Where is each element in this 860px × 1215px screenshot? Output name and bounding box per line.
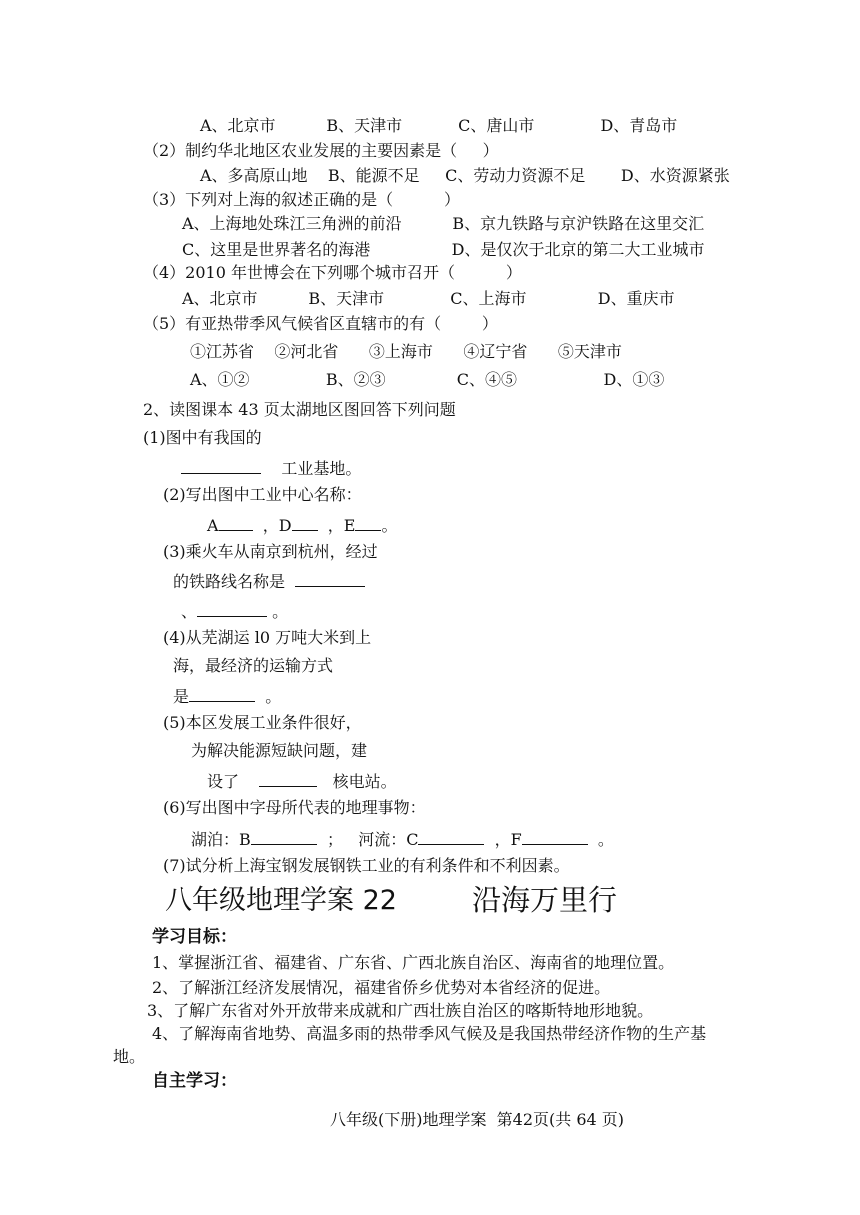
page-footer: 八年级(下册)地理学案 第42页(共 64 页) — [330, 1110, 625, 1129]
answer-blank-nuclear[interactable] — [259, 770, 317, 787]
answer-blank-a[interactable] — [219, 514, 253, 531]
q3-options-ab: A、上海地处珠江三角洲的前沿 B、京九铁路与京沪铁路在这里交汇 — [182, 214, 705, 233]
q3-stem: （3）下列对上海的叙述正确的是（ ） — [143, 190, 461, 209]
q2-part2-line1: (2)写出图中工业中心名称： — [163, 485, 362, 504]
answer-blank[interactable] — [181, 457, 261, 474]
q2-part6-line1: (6)写出图中字母所代表的地理事物： — [163, 798, 426, 817]
q2-main-stem: 2、读图课本 43 页太湖地区图回答下列问题 — [143, 400, 456, 419]
q4-stem: （4）2010 年世博会在下列哪个城市召开（ ） — [143, 263, 522, 282]
q2-part3-text: 的铁路线名称是 — [173, 572, 286, 591]
lesson-title: 八年级地理学案 22 — [165, 885, 397, 916]
learning-goals-heading: 学习目标： — [152, 927, 237, 947]
q2-part4-text: 是 — [173, 687, 190, 706]
goal-4-line2: 地。 — [113, 1047, 146, 1066]
q5-choices: ①江苏省 ②河北省 ③上海市 ④辽宁省 ⑤天津市 — [190, 342, 622, 361]
q2-part3-line2 — [173, 570, 365, 592]
answer-blank-river-c[interactable] — [418, 828, 484, 845]
q2-part3-line3 — [181, 600, 288, 622]
q3-options-cd: C、这里是世界著名的海港 D、是仅次于北京的第二大工业城市 — [182, 240, 705, 259]
q2-part5-line1: (5)本区发展工业条件很好， — [163, 713, 362, 732]
q2-options: A、多高原山地 B、能源不足 C、劳动力资源不足 D、水资源紧张 — [200, 166, 730, 185]
period: 。 — [597, 830, 614, 849]
q2-part4-line2: 海，最经济的运输方式 — [173, 656, 334, 675]
answer-blank-railway-1[interactable] — [295, 570, 365, 587]
q2-part5-line2: 为解决能源短缺问题，建 — [191, 741, 368, 760]
q5-stem: （5）有亚热带季风气候省区直辖市的有（ ） — [143, 314, 498, 333]
q2-part5-suffix: 核电站。 — [332, 772, 397, 791]
answer-blank-river-f[interactable] — [522, 828, 588, 845]
label-f: ，F — [494, 830, 522, 849]
label-a: A — [207, 516, 219, 535]
label-d: ，D — [262, 516, 292, 535]
q2-stem: （2）制约华北地区农业发展的主要因素是（ ） — [143, 141, 499, 160]
goal-3: 3、了解广东省对外开放带来成就和广西壮族自治区的喀斯特地形地貌。 — [147, 1001, 654, 1020]
q2-part3-line1: (3)乘火车从南京到杭州，经过 — [163, 542, 378, 561]
answer-blank-railway-2[interactable] — [197, 600, 267, 617]
goal-4-line1: 4、了解海南省地势、高温多雨的热带季风气候及是我国热带经济作物的生产基 — [152, 1024, 707, 1043]
answer-blank-e[interactable] — [355, 514, 381, 531]
separator: 、 — [181, 602, 198, 621]
q2-part5-text: 设了 — [207, 772, 240, 791]
q4-options: A、北京市 B、天津市 C、上海市 D、重庆市 — [182, 289, 675, 308]
period: 。 — [265, 687, 282, 706]
q5-options: A、①② B、②③ C、④⑤ D、①③ — [190, 370, 665, 389]
label-e: ，E — [327, 516, 356, 535]
q2-part1-line2 — [181, 457, 361, 479]
period: 。 — [381, 516, 398, 535]
q2-part4-line1: (4)从芜湖运 l0 万吨大米到上 — [163, 628, 372, 647]
answer-blank-transport[interactable] — [189, 685, 255, 702]
answer-blank-d[interactable] — [292, 514, 318, 531]
goal-2: 2、了解浙江经济发展情况，福建省侨乡优势对本省经济的促进。 — [152, 978, 611, 997]
goal-1: 1、掌握浙江省、福建省、广东省、广西北族自治区、海南省的地理位置。 — [152, 953, 675, 972]
period: 。 — [272, 602, 289, 621]
q1-options-row: A、北京市 B、天津市 C、唐山市 D、青岛市 — [200, 116, 678, 135]
q2-part1-suffix: 工业基地。 — [281, 459, 362, 478]
q2-part1-line1: (1)图中有我国的 — [143, 428, 262, 447]
q2-part4-line3 — [173, 685, 281, 707]
lake-label: 湖泊：B — [191, 830, 251, 849]
q2-part5-line3 — [207, 770, 397, 792]
answer-blank-lake-b[interactable] — [251, 828, 317, 845]
self-study-heading: 自主学习： — [152, 1071, 237, 1091]
q2-part7-line1: (7)试分析上海宝钢发展钢铁工业的有利条件和不利因素。 — [163, 856, 570, 875]
q2-part6-line2 — [191, 828, 614, 850]
lesson-subtitle: 沿海万里行 — [472, 883, 618, 917]
q2-part2-line2 — [207, 514, 397, 536]
river-label: ； 河流：C — [326, 830, 419, 849]
